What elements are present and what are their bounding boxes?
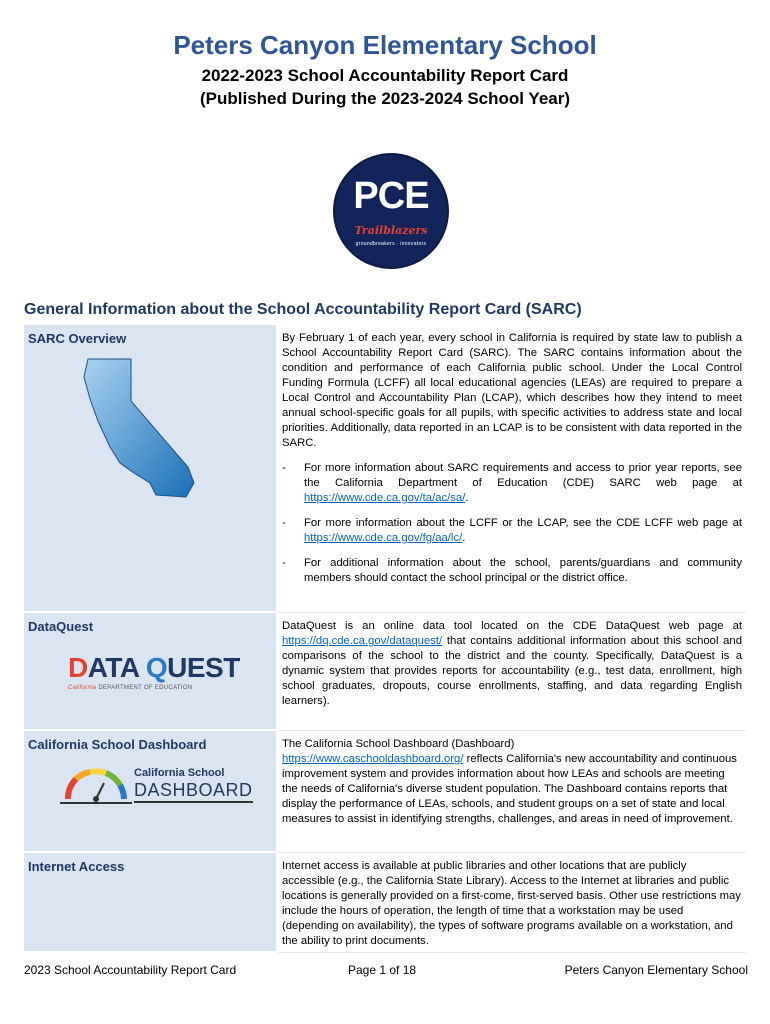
- dashboard-web-link[interactable]: https://www.caschooldashboard.org/: [282, 753, 464, 765]
- row-content-cell: [278, 325, 746, 613]
- dashboard-logo: California School DASHBOARD: [60, 763, 260, 807]
- table-row: [24, 853, 746, 953]
- report-subtitle: (Published During the 2023-2024 School Year): [199, 89, 571, 108]
- sarc-info-table: [24, 325, 746, 953]
- footer-right: Peters Canyon Elementary School: [564, 963, 748, 977]
- row-label-dashboard: California School Dashboard: [28, 737, 207, 752]
- table-row: [24, 731, 746, 853]
- school-logo: [333, 153, 449, 269]
- row-label-sarc: SARC Overview: [28, 331, 127, 346]
- page-title: Peters Canyon Elementary School: [173, 30, 597, 60]
- row-label-cell: [24, 325, 278, 613]
- lcff-web-link[interactable]: https://www.cde.ca.gov/fg/aa/lc/: [304, 532, 463, 544]
- list-item: - For additional information about the school, parents/guardians and community members should contact the school principal or the district office.: [282, 557, 742, 584]
- california-map-icon: [76, 355, 216, 505]
- list-item: - For more information about the LCFF or the LCAP, see the CDE LCFF web page at https://www.cde.ca.gov/fg/aa/lc/.: [282, 517, 742, 544]
- dataquest-web-link[interactable]: https://dq.cde.ca.gov/dataquest/: [282, 635, 443, 647]
- table-row: [24, 613, 746, 731]
- list-item: - For more information about SARC requirements and access to prior year reports, see the California Department of Education (CDE) SARC web page at https://www.cde.ca.gov/ta/ac/sa/.: [282, 462, 742, 504]
- internet-access-text: Internet access is available at public libraries and other locations that are publicly accessible (e.g., the California State Library). Access to the Internet at libraries and public locations is generally provided on a first-come, first-served basis. Other use restrictions may include the hours of operation, the length of time that a workstation may be used (depending on availability), the types of software programs available on a workstation, and the ability to print documents.: [282, 860, 741, 947]
- dataquest-logo: DATA QUEST California DEPARTMENT OF EDUCATION: [68, 652, 240, 691]
- sarc-intro-text: By February 1 of each year, every school in California is required by state law to publish a School Accountability Report Card (SARC). The SARC contains information about the condition and performance of each California public school. Under the Local Control Funding Formula (LCFF) all local educational agencies (LEAs) are required to prepare a Local Control and Accountability Plan (LCAP), which describes how they intend to meet annual school-specific goals for all pupils, with specific activities to address state and local priorities. Additionally, data reported in an LCAP is to be consistent with data reported in the SARC.: [282, 332, 742, 449]
- row-label-internet: Internet Access: [28, 859, 125, 874]
- footer-left: 2023 School Accountability Report Card: [24, 963, 237, 977]
- logo-subtagline: groundbreakers · innovators: [355, 241, 427, 247]
- logo-tagline: Trailblazers: [354, 224, 428, 237]
- row-label-cell: [24, 613, 278, 731]
- section-heading: General Information about the School Accountability Report Card (SARC): [24, 301, 582, 318]
- row-label-dataquest: DataQuest: [28, 619, 94, 634]
- report-title: 2022-2023 School Accountability Report Card: [201, 66, 569, 85]
- table-row: [24, 325, 746, 613]
- row-content-cell: The California School Dashboard (Dashboard) https://www.caschooldashboard.org/ reflects California's new accountability and continuous improvement system and provides information about how LEAs and schools are meeting the needs of California's diverse student population. The Dashboard contains reports that display the performance of LEAs, schools, and student groups on a set of state and local measures to assist in identifying strengths, challenges, and areas in need of improvement.: [278, 731, 746, 853]
- sarc-web-link[interactable]: https://www.cde.ca.gov/ta/ac/sa/: [304, 492, 466, 504]
- page-number: Page 1 of 18: [348, 963, 417, 977]
- row-label-cell: [24, 853, 278, 953]
- logo-initials: PCE: [353, 175, 429, 217]
- row-content-cell: [278, 853, 746, 953]
- gauge-icon: [60, 763, 132, 805]
- row-content-cell: DataQuest is an online data tool located on the CDE DataQuest web page at https://dq.cde.ca.gov/dataquest/ that contains additional information about this school and comparisons of the school to the district and the county. Specifically, DataQuest is a dynamic system that provides reports for accountability (e.g., test data, enrollment, high school graduates, dropouts, course enrollments, staffing, and data regarding English learners).: [278, 613, 746, 731]
- row-label-cell: [24, 731, 278, 853]
